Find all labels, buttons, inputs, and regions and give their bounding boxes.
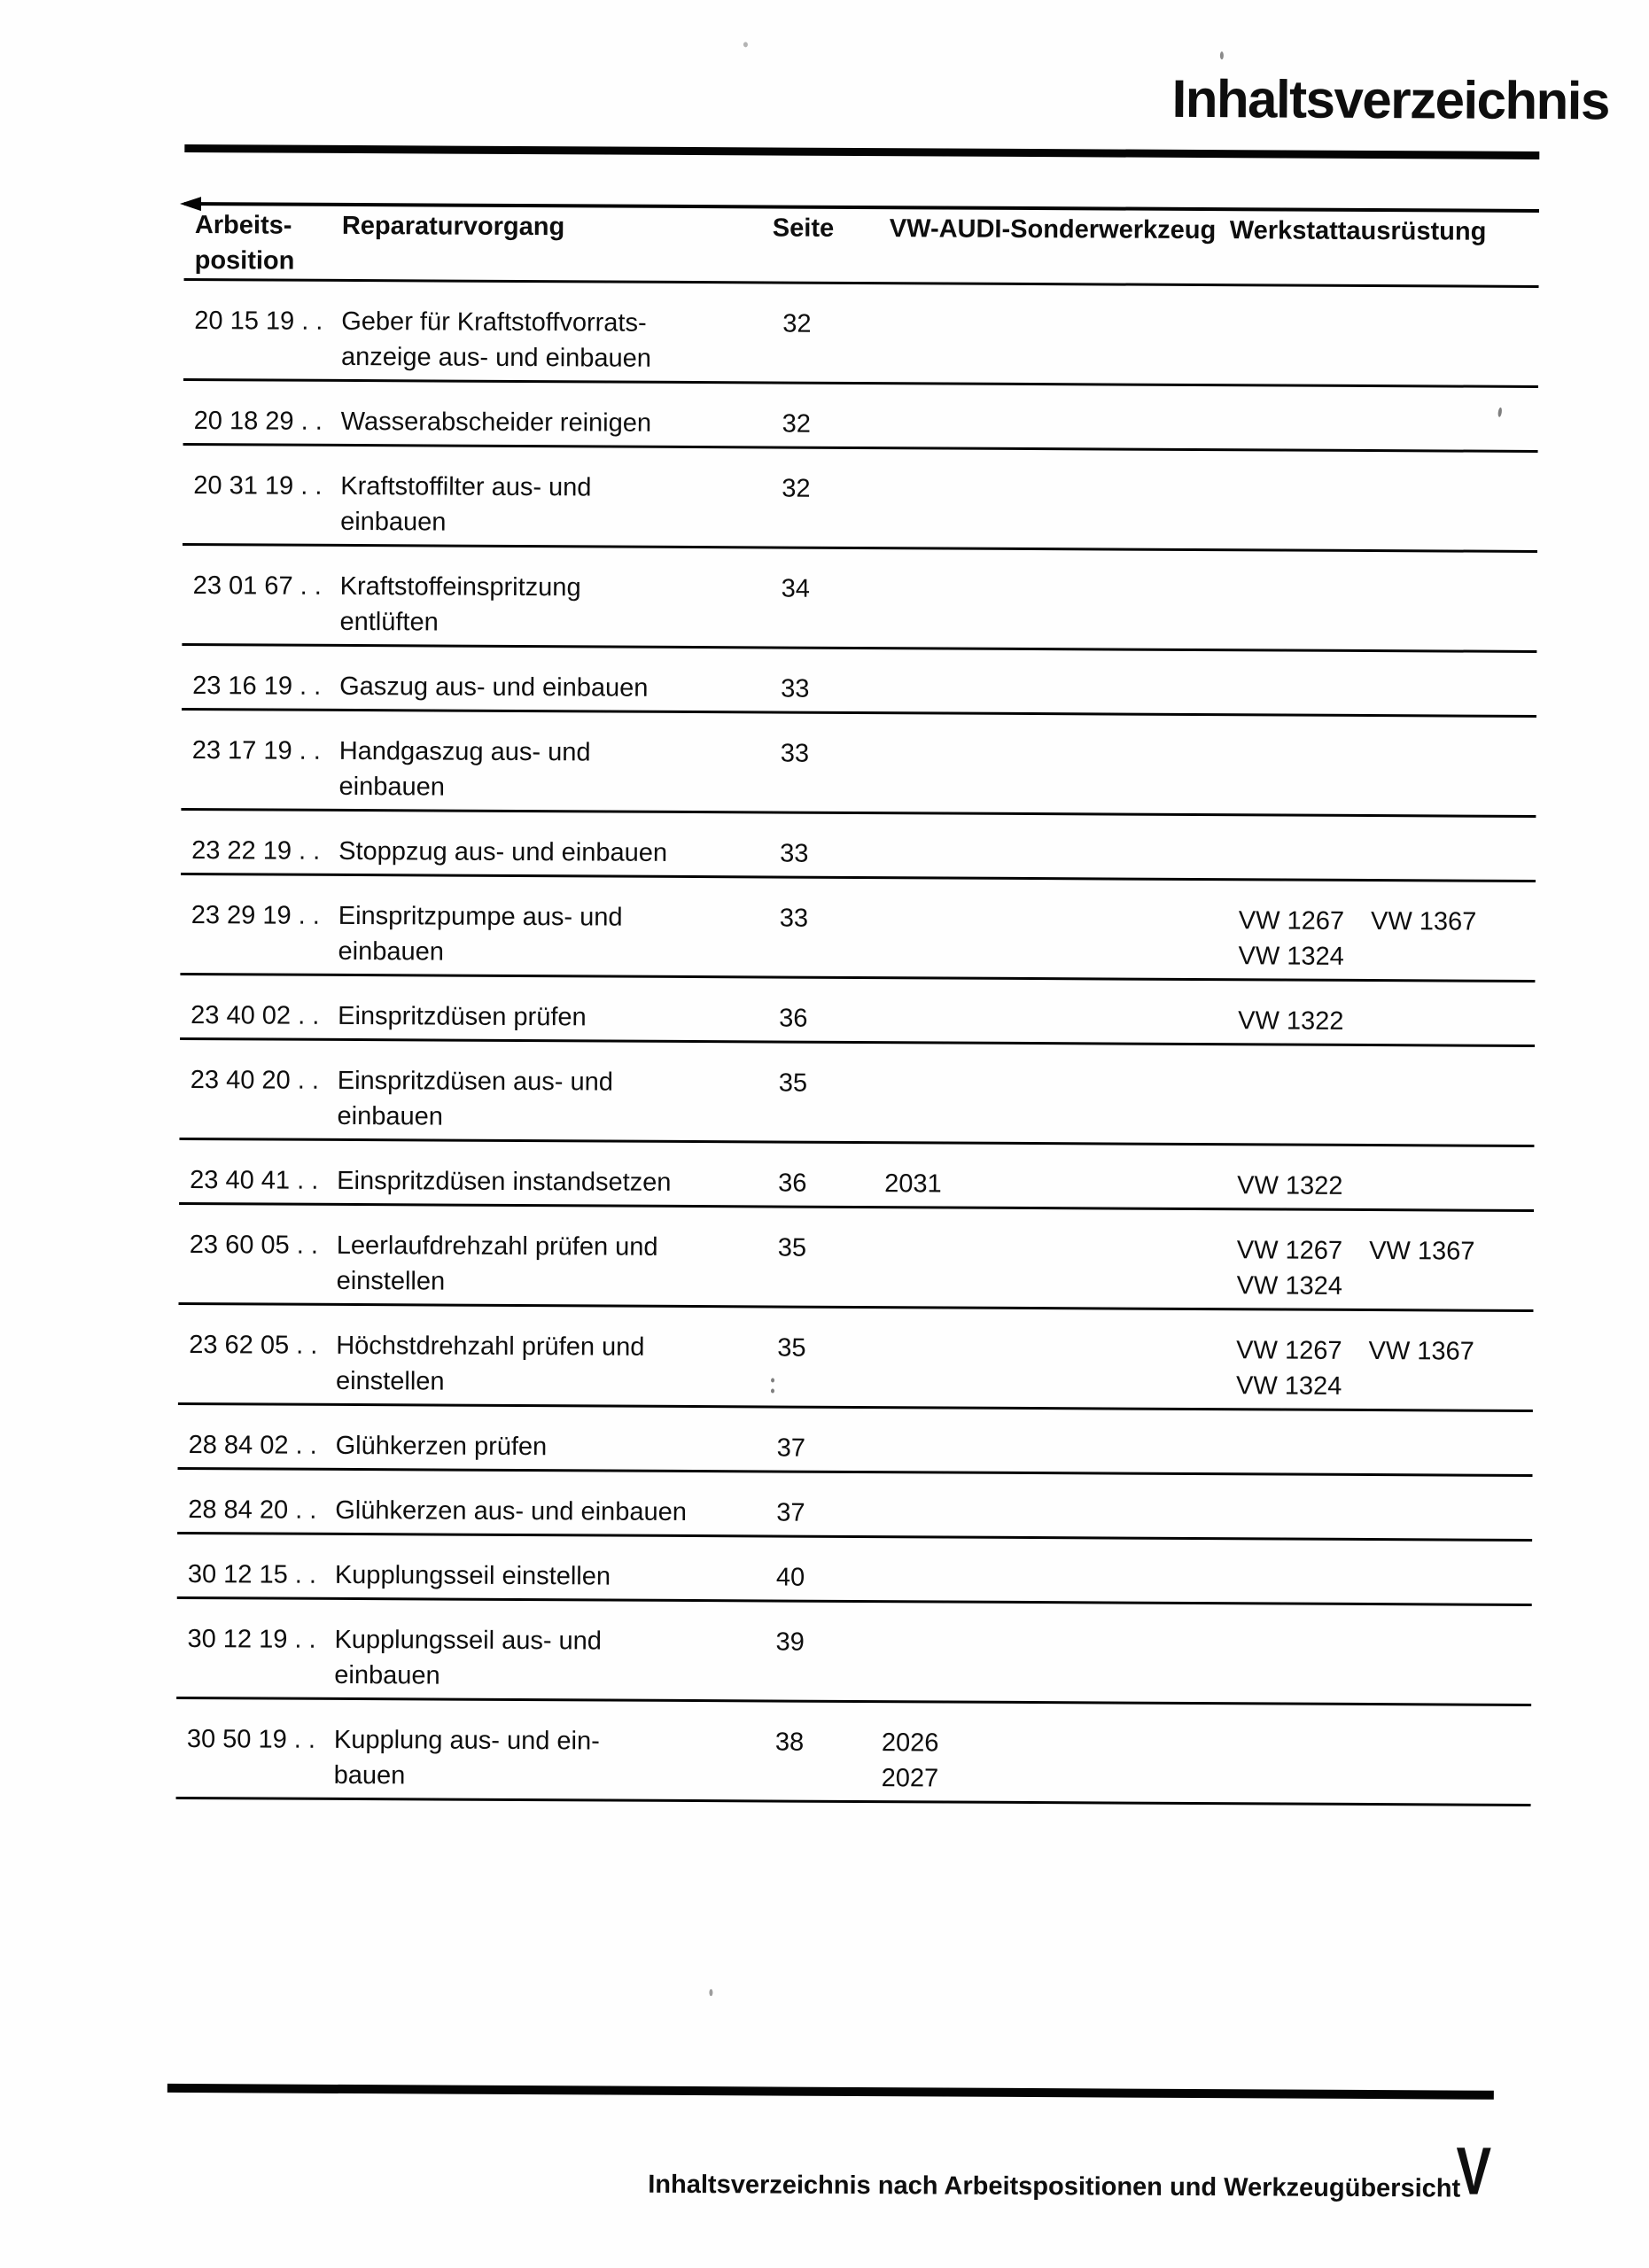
reparaturvorgang-line: Einspritzdüsen aus- und	[337, 1066, 614, 1097]
arbeitsposition-cell: 28 84 02 . .	[188, 1431, 317, 1460]
sonderwerkzeug-cell	[889, 307, 1229, 379]
arbeitsposition-cell: 23 29 19 . .	[191, 901, 320, 930]
table-row	[183, 446, 1538, 553]
seite-cell: 39	[775, 1627, 805, 1657]
sonderwerkzeug-cell	[885, 901, 1225, 974]
reparaturvorgang-line: einstellen	[335, 1366, 445, 1396]
table-row	[178, 1305, 1534, 1412]
reparaturvorgang-line: einstellen	[336, 1266, 446, 1296]
seite-cell: 33	[780, 739, 810, 768]
arbeitsposition-cell: 23 40 02 . .	[191, 1001, 320, 1030]
werkstattausruestung-column	[1369, 1233, 1475, 1305]
table-body	[176, 281, 1539, 1806]
sonderwerkzeug-cell	[887, 672, 1227, 709]
scan-speck	[709, 1989, 712, 1996]
reparaturvorgang-line: Einspritzdüsen instandsetzen	[337, 1166, 672, 1197]
arbeitsposition-cell: 20 15 19 . .	[194, 307, 323, 336]
bottom-rule	[167, 2084, 1494, 2100]
reparaturvorgang-cell	[341, 404, 772, 442]
werkstattausruestung-value: VW 1367	[1370, 907, 1477, 936]
arbeitsposition-cell: 30 12 15 . .	[187, 1560, 317, 1589]
seite-cell: 40	[775, 1563, 805, 1592]
reparaturvorgang-line: entlüften	[339, 607, 439, 637]
sonderwerkzeug-cell	[885, 1001, 1225, 1038]
reparaturvorgang-cell	[334, 1622, 765, 1696]
reparaturvorgang-line: Kupplungsseil einstellen	[334, 1560, 611, 1591]
arbeitsposition-cell: 23 16 19 . .	[192, 672, 322, 701]
seite-cell: 37	[776, 1433, 805, 1463]
sonderwerkzeug-cell	[883, 1495, 1223, 1533]
werkstattausruestung-column	[1238, 1003, 1344, 1039]
werkstattausruestung-cell	[1229, 308, 1538, 381]
toc-table	[176, 202, 1539, 1806]
reparaturvorgang-line: einbauen	[338, 936, 444, 967]
scan-speck	[743, 42, 748, 47]
reparaturvorgang-line: Einspritzdüsen prüfen	[338, 1001, 587, 1032]
reparaturvorgang-line: Leerlaufdrehzahl prüfen und	[336, 1231, 658, 1262]
reparaturvorgang-line: Glühkerzen prüfen	[335, 1431, 548, 1462]
werkstattausruestung-cell	[1226, 738, 1536, 811]
werkstattausruestung-column	[1371, 904, 1477, 975]
table-row	[180, 975, 1535, 1047]
reparaturvorgang-cell	[336, 1328, 766, 1402]
reparaturvorgang-cell	[334, 1722, 765, 1796]
sonderwerkzeug-cell	[883, 1331, 1224, 1403]
reparaturvorgang-cell	[340, 469, 771, 542]
seite-cell: 35	[778, 1068, 808, 1098]
werkstattausruestung-cell	[1222, 1627, 1531, 1699]
table-row	[177, 1534, 1532, 1606]
reparaturvorgang-cell	[338, 834, 769, 872]
page-title: Inhaltsverzeichnis	[1171, 68, 1609, 131]
reparaturvorgang-line: einbauen	[340, 507, 447, 537]
scan-speck	[771, 1388, 774, 1393]
reparaturvorgang-line: Gaszug aus- und einbauen	[339, 672, 649, 703]
reparaturvorgang-cell	[337, 1163, 767, 1201]
header-seite: Seite	[772, 214, 835, 243]
reparaturvorgang-line: Höchstdrehzahl prüfen und	[336, 1331, 645, 1362]
table-row	[182, 546, 1537, 653]
reparaturvorgang-line: Einspritzpumpe aus- und	[338, 901, 623, 932]
table-row	[178, 1205, 1534, 1312]
table-row	[183, 281, 1539, 388]
scan-speck	[771, 1378, 774, 1382]
reparaturvorgang-cell	[338, 898, 768, 972]
werkstattausruestung-value: VW 1324	[1238, 942, 1344, 971]
reparaturvorgang-cell	[339, 669, 770, 707]
header-arbeitsposition-line2: position	[194, 246, 295, 276]
werkstattausruestung-cell	[1225, 1168, 1534, 1205]
reparaturvorgang-line: einbauen	[337, 1101, 444, 1131]
arbeitsposition-cell: 23 01 67 . .	[192, 571, 322, 601]
table-row	[181, 811, 1536, 882]
reparaturvorgang-line: bauen	[333, 1760, 406, 1790]
table-row	[183, 381, 1538, 453]
werkstattausruestung-cell	[1227, 673, 1536, 711]
reparaturvorgang-cell	[341, 304, 772, 377]
arbeitsposition-cell: 23 22 19 . .	[191, 836, 321, 866]
werkstattausruestung-value: VW 1324	[1236, 1271, 1342, 1301]
seite-cell: 34	[781, 574, 811, 603]
sonderwerkzeug-cell	[882, 1625, 1222, 1697]
reparaturvorgang-line: Stoppzug aus- und einbauen	[338, 836, 668, 867]
reparaturvorgang-line: anzeige aus- und einbauen	[341, 342, 652, 373]
sonderwerkzeug-cell	[884, 1231, 1225, 1303]
werkstattausruestung-cell	[1224, 1433, 1533, 1470]
arbeitsposition-cell: 20 18 29 . .	[193, 407, 323, 436]
seite-cell: 32	[782, 309, 812, 338]
reparaturvorgang-line: Kupplung aus- und ein-	[333, 1725, 600, 1756]
werkstattausruestung-cell	[1225, 1003, 1535, 1040]
scan-speck	[1220, 51, 1224, 59]
reparaturvorgang-line: Handgaszug aus- und	[338, 736, 591, 767]
header-arbeitsposition-line1: Arbeits-	[194, 211, 292, 240]
werkstattausruestung-column	[1368, 1333, 1474, 1405]
werkstattausruestung-value: VW 1322	[1238, 1006, 1344, 1036]
werkstattausruestung-value: VW 1267	[1236, 1336, 1342, 1365]
seite-cell: 33	[781, 674, 810, 703]
table-row	[179, 1040, 1535, 1147]
arbeitsposition-cell: 30 50 19 . .	[186, 1725, 316, 1754]
arbeitsposition-cell: 28 84 20 . .	[188, 1495, 317, 1525]
top-rule	[184, 144, 1539, 159]
reparaturvorgang-cell	[336, 1428, 766, 1466]
sonderwerkzeug-value: 2027	[881, 1764, 939, 1793]
werkstattausruestung-cell	[1228, 473, 1537, 546]
seite-cell: 35	[777, 1333, 806, 1363]
sonderwerkzeug-cell	[883, 1560, 1223, 1597]
reparaturvorgang-line: Kupplungsseil aus- und	[334, 1625, 603, 1656]
sonderwerkzeug-cell	[888, 471, 1228, 544]
table-row	[179, 1140, 1534, 1212]
header-werkstattausruestung: Werkstattausrüstung	[1229, 216, 1487, 246]
table-row	[177, 1470, 1532, 1542]
sonderwerkzeug-cell	[882, 1725, 1222, 1798]
reparaturvorgang-line: Wasserabscheider reinigen	[340, 407, 652, 438]
werkstattausruestung-cell	[1227, 573, 1536, 646]
werkstattausruestung-column	[1238, 903, 1344, 975]
table-row	[180, 875, 1536, 983]
reparaturvorgang-cell	[339, 569, 770, 642]
seite-cell: 33	[780, 839, 809, 868]
reparaturvorgang-cell	[335, 1493, 766, 1531]
werkstattausruestung-value: VW 1324	[1235, 1371, 1342, 1401]
arbeitsposition-cell: 30 12 19 . .	[187, 1625, 316, 1654]
seite-cell: 37	[776, 1498, 805, 1527]
sonderwerkzeug-cell	[886, 736, 1226, 809]
reparaturvorgang-line: einbauen	[334, 1660, 440, 1690]
werkstattausruestung-value: VW 1367	[1369, 1237, 1475, 1266]
sonderwerkzeug-cell	[889, 407, 1229, 444]
werkstattausruestung-cell	[1225, 1068, 1534, 1140]
reparaturvorgang-cell	[337, 1228, 767, 1301]
header-arbeitsposition	[195, 207, 342, 279]
footer-caption: Inhaltsverzeichnis nach Arbeitspositionen und Werkzeugübersicht	[648, 2170, 1461, 2203]
reparaturvorgang-line: Kraftstoffilter aus- und	[340, 471, 592, 502]
table-row	[181, 711, 1536, 818]
werkstattausruestung-value: VW 1367	[1368, 1337, 1474, 1366]
reparaturvorgang-cell	[338, 734, 769, 807]
werkstattausruestung-cell	[1225, 1232, 1534, 1305]
seite-cell: 35	[777, 1233, 807, 1262]
arbeitsposition-cell: 23 40 20 . .	[190, 1066, 320, 1095]
table-row	[182, 646, 1536, 718]
werkstattausruestung-column	[1237, 1232, 1343, 1304]
page-number: V	[1456, 2133, 1492, 2210]
seite-cell: 32	[782, 474, 811, 503]
header-reparaturvorgang: Reparaturvorgang	[341, 211, 565, 242]
sonderwerkzeug-cell	[886, 836, 1226, 874]
werkstattausruestung-cell	[1223, 1562, 1532, 1599]
sonderwerkzeug-cell	[887, 571, 1227, 644]
arbeitsposition-cell: 23 60 05 . .	[189, 1231, 319, 1260]
reparaturvorgang-line: einbauen	[338, 772, 445, 802]
sonderwerkzeug-cell	[884, 1166, 1225, 1203]
seite-cell: 36	[778, 1169, 807, 1198]
sonderwerkzeug-cell	[883, 1431, 1224, 1468]
table-row	[176, 1599, 1532, 1706]
seite-cell: 36	[779, 1004, 808, 1033]
sonderwerkzeug-cell	[884, 1066, 1225, 1138]
werkstattausruestung-column	[1237, 1168, 1343, 1204]
werkstattausruestung-column	[1236, 1332, 1342, 1404]
werkstattausruestung-value: VW 1322	[1237, 1171, 1343, 1200]
werkstattausruestung-cell	[1226, 838, 1536, 875]
arbeitsposition-cell: 23 62 05 . .	[189, 1331, 318, 1360]
reparaturvorgang-line: Kraftstoffeinspritzung	[339, 571, 581, 602]
header-sonderwerkzeug: VW-AUDI-Sonderwerkzeug	[889, 214, 1217, 245]
table-row	[178, 1405, 1533, 1477]
werkstattausruestung-value: VW 1267	[1238, 906, 1345, 936]
seite-cell: 38	[774, 1728, 805, 1757]
reparaturvorgang-cell	[337, 1063, 767, 1137]
seite-cell: 33	[779, 904, 809, 933]
werkstattausruestung-cell	[1229, 408, 1538, 446]
reparaturvorgang-line: Glühkerzen aus- und einbauen	[335, 1495, 687, 1526]
table-header-row	[184, 202, 1539, 288]
reparaturvorgang-cell	[335, 1557, 766, 1596]
arbeitsposition-cell: 23 40 41 . .	[190, 1166, 319, 1195]
reparaturvorgang-cell	[338, 998, 768, 1037]
werkstattausruestung-cell	[1224, 1332, 1533, 1405]
werkstattausruestung-cell	[1222, 1727, 1531, 1799]
werkstattausruestung-cell	[1225, 903, 1535, 975]
werkstattausruestung-cell	[1223, 1497, 1532, 1534]
reparaturvorgang-line: Geber für Kraftstoffvorrats-	[341, 307, 647, 338]
sonderwerkzeug-value: 2031	[884, 1169, 942, 1199]
seite-cell: 32	[782, 409, 812, 439]
arbeitsposition-cell: 20 31 19 . .	[193, 471, 323, 501]
werkstattausruestung-value: VW 1267	[1236, 1236, 1343, 1265]
table-row	[176, 1699, 1532, 1806]
arbeitsposition-cell: 23 17 19 . .	[191, 736, 321, 765]
sonderwerkzeug-value: 2026	[881, 1728, 939, 1758]
left-arrowhead-icon	[180, 197, 201, 211]
